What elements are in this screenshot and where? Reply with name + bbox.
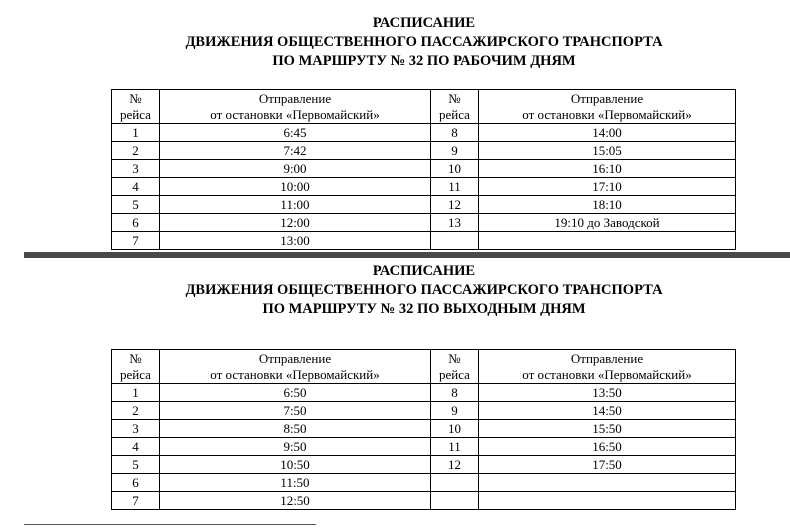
header-no-symbol: № (448, 90, 461, 106)
departure-time: 15:50 (479, 420, 736, 438)
footnote-separator (24, 524, 316, 525)
departure-time: 17:10 (479, 178, 736, 196)
trip-number: 10 (431, 420, 479, 438)
trip-number: 9 (431, 142, 479, 160)
departure-time (479, 492, 736, 510)
trip-number: 13 (431, 214, 479, 232)
trip-number-header (431, 90, 479, 124)
table-row (112, 160, 736, 178)
table-row (112, 196, 736, 214)
header-trip-word: рейса (439, 106, 470, 122)
departure-header (479, 350, 736, 384)
trip-number (431, 232, 479, 250)
header-departure-word: Отправление (570, 90, 644, 106)
trip-number: 8 (431, 384, 479, 402)
trip-number-header (112, 350, 160, 384)
trip-number: 4 (112, 438, 160, 456)
trip-number: 2 (112, 402, 160, 420)
departure-time (479, 474, 736, 492)
table-row (112, 142, 736, 160)
departure-time: 17:50 (479, 456, 736, 474)
header-stop-name: от остановки «Первомайский» (210, 106, 380, 122)
departure-header (160, 90, 431, 124)
header-departure-word: Отправление (570, 350, 644, 366)
weekend-title-line1: РАСПИСАНИЕ (372, 263, 476, 279)
trip-number: 11 (431, 178, 479, 196)
section-divider (24, 252, 790, 258)
departure-time: 7:50 (160, 402, 431, 420)
weekday-title-line1: РАСПИСАНИЕ (372, 15, 476, 31)
departure-time (479, 232, 736, 250)
weekday-title-line2: ДВИЖЕНИЯ ОБЩЕСТВЕННОГО ПАССАЖИРСКОГО ТРАНСПОРТА (185, 34, 663, 50)
trip-number: 6 (112, 214, 160, 232)
departure-time: 6:50 (160, 384, 431, 402)
trip-number: 4 (112, 178, 160, 196)
header-trip-word: рейса (439, 366, 470, 382)
departure-time: 18:10 (479, 196, 736, 214)
header-stop-name: от остановки «Первомайский» (522, 366, 692, 382)
departure-time: 16:50 (479, 438, 736, 456)
trip-number-header (431, 350, 479, 384)
table-row (112, 124, 736, 142)
departure-time: 12:50 (160, 492, 431, 510)
trip-number: 7 (112, 232, 160, 250)
header-stop-name: от остановки «Первомайский» (522, 106, 692, 122)
departure-time: 7:42 (160, 142, 431, 160)
trip-number: 6 (112, 474, 160, 492)
departure-header (479, 90, 736, 124)
table-row (112, 474, 736, 492)
trip-number: 11 (431, 438, 479, 456)
trip-number: 5 (112, 456, 160, 474)
trip-number: 5 (112, 196, 160, 214)
departure-time: 11:00 (160, 196, 431, 214)
trip-number (431, 474, 479, 492)
weekday-title-line3: ПО МАРШРУТУ № 32 ПО РАБОЧИМ ДНЯМ (272, 53, 576, 69)
header-no-symbol: № (129, 90, 142, 106)
trip-number-header (112, 90, 160, 124)
weekday-schedule-table (111, 89, 736, 250)
table-row (112, 402, 736, 420)
trip-number: 8 (431, 124, 479, 142)
trip-number: 3 (112, 420, 160, 438)
trip-number: 3 (112, 160, 160, 178)
departure-time: 12:00 (160, 214, 431, 232)
header-trip-word: рейса (120, 106, 151, 122)
table-row (112, 456, 736, 474)
table-row (112, 384, 736, 402)
table-row (112, 178, 736, 196)
header-trip-word: рейса (120, 366, 151, 382)
weekend-schedule-heading (0, 262, 790, 319)
header-stop-name: от остановки «Первомайский» (210, 366, 380, 382)
departure-time: 9:00 (160, 160, 431, 178)
trip-number: 2 (112, 142, 160, 160)
departure-time: 14:50 (479, 402, 736, 420)
departure-time: 9:50 (160, 438, 431, 456)
table-row (112, 420, 736, 438)
departure-time: 13:00 (160, 232, 431, 250)
trip-number: 12 (431, 456, 479, 474)
trip-number: 10 (431, 160, 479, 178)
departure-time: 19:10 до Заводской (479, 214, 736, 232)
weekend-schedule-table (111, 349, 736, 510)
trip-number (431, 492, 479, 510)
table-row (112, 232, 736, 250)
departure-time: 6:45 (160, 124, 431, 142)
weekday-schedule-heading (0, 14, 790, 71)
departure-time: 8:50 (160, 420, 431, 438)
trip-number: 9 (431, 402, 479, 420)
weekend-title-line3: ПО МАРШРУТУ № 32 ПО ВЫХОДНЫМ ДНЯМ (262, 301, 586, 317)
departure-time: 14:00 (479, 124, 736, 142)
table-row (112, 438, 736, 456)
table-header-row (112, 350, 736, 384)
departure-time: 16:10 (479, 160, 736, 178)
departure-time: 13:50 (479, 384, 736, 402)
header-no-symbol: № (448, 350, 461, 366)
header-no-symbol: № (129, 350, 142, 366)
departure-time: 10:50 (160, 456, 431, 474)
trip-number: 1 (112, 384, 160, 402)
table-row (112, 492, 736, 510)
table-header-row (112, 90, 736, 124)
header-departure-word: Отправление (258, 90, 332, 106)
departure-time: 10:00 (160, 178, 431, 196)
trip-number: 12 (431, 196, 479, 214)
weekend-title-line2: ДВИЖЕНИЯ ОБЩЕСТВЕННОГО ПАССАЖИРСКОГО ТРАНСПОРТА (185, 282, 663, 298)
departure-time: 15:05 (479, 142, 736, 160)
header-departure-word: Отправление (258, 350, 332, 366)
departure-header (160, 350, 431, 384)
trip-number: 1 (112, 124, 160, 142)
table-row (112, 214, 736, 232)
trip-number: 7 (112, 492, 160, 510)
departure-time: 11:50 (160, 474, 431, 492)
